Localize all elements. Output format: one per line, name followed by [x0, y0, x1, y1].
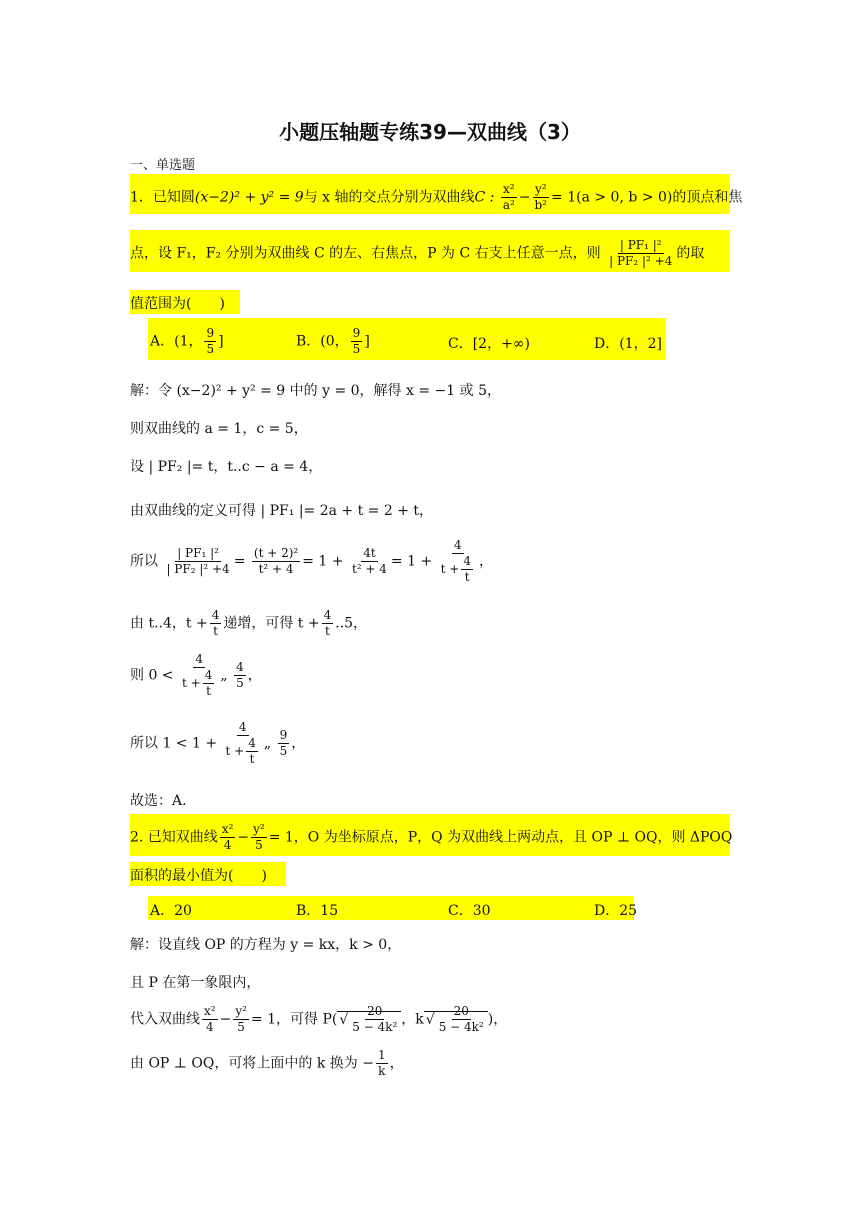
- q2-option-c[interactable]: C．30: [448, 903, 491, 919]
- sol2-step-1: 解：设直线 OP 的方程为 y = kx，k > 0，: [130, 937, 402, 953]
- page-title: 小题压轴题专练39—双曲线（3）: [279, 120, 581, 144]
- sol2-step-3: 代入双曲线 $\frac{\text{x²}}{4}$ − $\frac{\text{y²}}{5}$ = 1，可得 P( √ $\frac{20}{\text{5 − 4k²}}$ ，k √ $\frac{20}{\text{5 − 4k²}}$ )，: [130, 1004, 508, 1034]
- section-heading: 一、单选题: [130, 158, 196, 173]
- sol2-step-4: 由 OP ⊥ OQ，可将上面中的 k 换为 − $\frac{1}{k}$ ，: [130, 1048, 404, 1078]
- q1-options-band: [148, 318, 666, 360]
- sol1-step-3: 设 | PF₂ |= t，t..c − a = 4，: [130, 459, 323, 475]
- sol1-step-8: 所以 1 < 1 + 4 t + $\frac{4}{t}$ „ $\frac{9}{5}$ ，: [130, 720, 306, 766]
- q1-option-b[interactable]: B．(0， $\frac{9}{5}$ ]: [296, 326, 370, 356]
- q1-option-d[interactable]: D．(1，2]: [594, 336, 662, 352]
- q2-options-band: [148, 896, 634, 920]
- q1-option-a[interactable]: A．(1， $\frac{9}{5}$ ]: [150, 326, 224, 356]
- sol1-step-2: 则双曲线的 a = 1，c = 5，: [130, 421, 308, 437]
- q1-line-2: 点，设 F₁，F₂ 分别为双曲线 C 的左、右焦点，P 为 C 右支上任意一点，则 $\frac{\text{| PF₁ |²}}{\text{| PF₂ |² +4}}$ 的取: [130, 238, 705, 268]
- sol2-step-2: 且 P 在第一象限内，: [130, 975, 261, 991]
- sol1-step-5: 所以 $\frac{\text{| PF₁ |²}}{\text{| PF₂ |² +4}}$ = $\frac{\text{(t + 2)²}}{\text{t² + 4}}$ = 1 + $\frac{4t}{\text{t² + 4}}$ = 1 + 4 t + $\frac{4}{t}$ ，: [130, 538, 493, 584]
- q1-option-c[interactable]: C．[2，+∞): [448, 336, 530, 352]
- q2-option-d[interactable]: D．25: [594, 903, 638, 919]
- sol1-step-1: 解：令 (x−2)² + y² = 9 中的 y = 0，解得 x = −1 或 5，: [130, 383, 501, 399]
- q2-line-1: 2. 已知双曲线 $\frac{\text{x²}}{4}$ − $\frac{\text{y²}}{5}$ = 1，O 为坐标原点，P，Q 为双曲线上两动点，且 OP ⊥ OQ，则 ΔPOQ: [130, 822, 733, 852]
- sol1-step-6: 由 t..4，t + $\frac{4}{t}$ 递增，可得 t + $\frac{4}{t}$ ..5，: [130, 608, 368, 638]
- sol1-step-7: 则 0 < 4 t + $\frac{4}{t}$ „ $\frac{4}{5}$ ，: [130, 652, 262, 698]
- q2-line-2: 面积的最小值为( ): [130, 868, 267, 884]
- sol1-step-4: 由双曲线的定义可得 | PF₁ |= 2a + t = 2 + t，: [130, 503, 434, 519]
- sol1-answer: 故选：A．: [130, 793, 197, 809]
- q1-line-1: 1．已知圆(x−2)² + y² = 9与 x 轴的交点分别为双曲线C : $\frac{\text{x²}}{\text{a²}}$ − $\frac{\text{y²}}{\text{b²}}$ = 1(a > 0, b > 0)的顶点和焦: [130, 182, 743, 212]
- q2-option-a[interactable]: A．20: [150, 903, 192, 919]
- q1-line-3: 值范围为( ): [130, 296, 225, 312]
- q2-option-b[interactable]: B．15: [296, 903, 339, 919]
